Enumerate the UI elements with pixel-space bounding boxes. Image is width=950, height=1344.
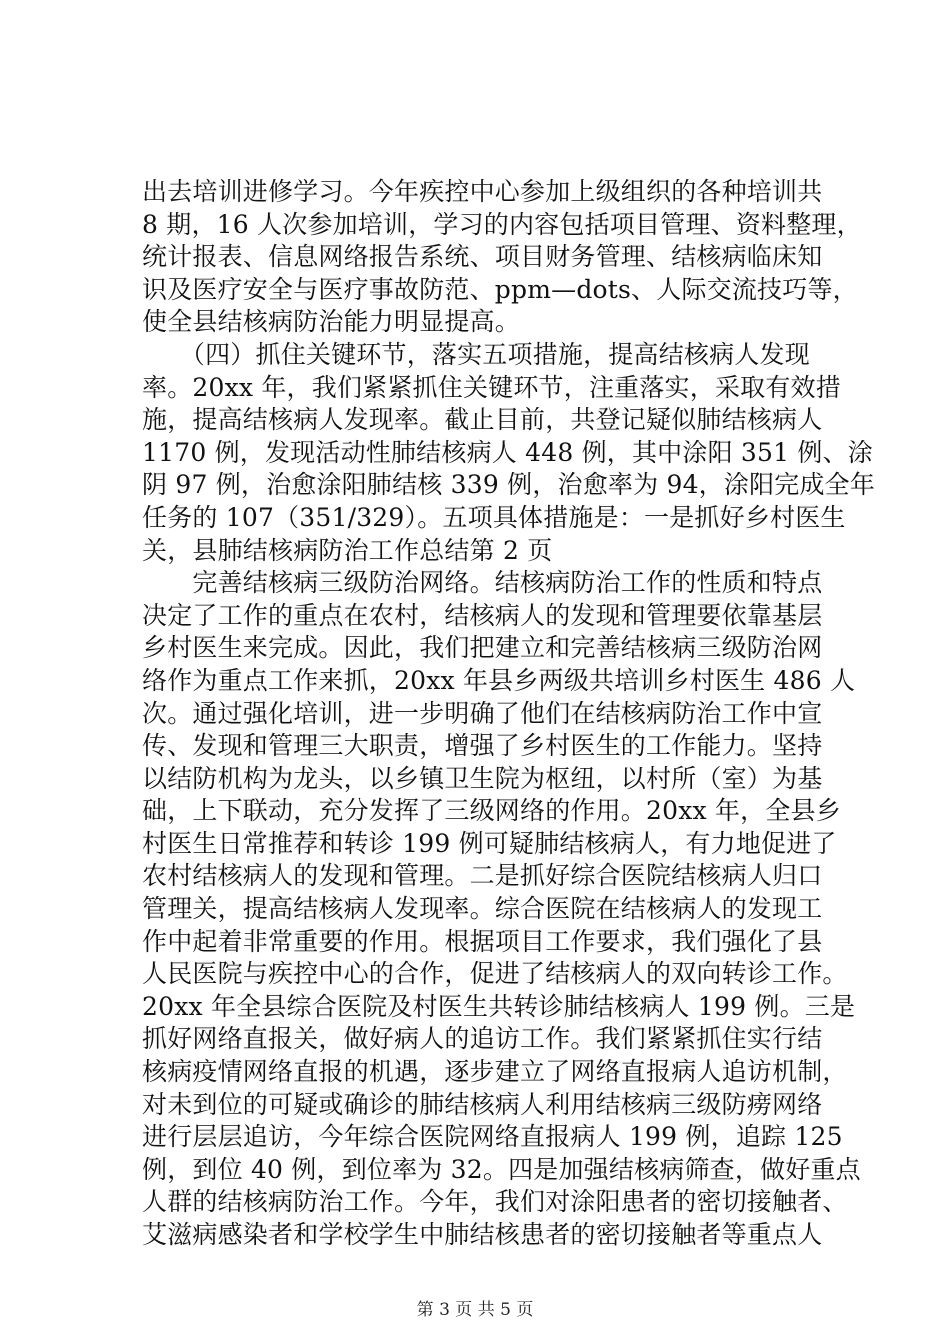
text-line: 础，上下联动，充分发挥了三级网络的作用。20xx 年，全县乡 [142,796,841,826]
text-line: 核病疫情网络直报的机遇，逐步建立了网络直报病人追访机制， [142,1057,848,1087]
text-line: 例，到位 40 例，到位率为 32。四是加强结核病筛查，做好重点 [142,1154,861,1184]
text-line: 对未到位的可疑或确诊的肺结核病人利用结核病三级防痨网络 [142,1089,823,1119]
text-line: 施，提高结核病人发现率。截止目前，共登记疑似肺结核病人 [142,405,823,435]
document-body [142,176,876,1252]
page-footer: 第 3 页 共 5 页 [416,1300,534,1320]
text-line: 人民医院与疾控中心的合作，促进了结核病人的双向转诊工作。 [142,959,848,989]
text-line: 关，县肺结核病防治工作总结第 2 页 [142,535,553,565]
text-line: 任务的 107（351/329）。五项具体措施是：一是抓好乡村医生 [142,502,846,532]
text-line: 作中起着非常重要的作用。根据项目工作要求，我们强化了县 [142,926,823,956]
text-line: 艾滋病感染者和学校学生中肺结核患者的密切接触者等重点人 [142,1220,823,1249]
text-line: 率。20xx 年，我们紧紧抓住关键环节，注重落实，采取有效措 [142,372,841,402]
text-line: 1170 例，发现活动性肺结核病人 448 例，其中涂阳 351 例、涂 [142,437,873,467]
text-line: 次。通过强化培训，进一步明确了他们在结核病防治工作中宣 [142,698,823,728]
text-line: 络作为重点工作来抓，20xx 年县乡两级共培训乡村医生 486 人 [142,665,856,695]
text-line: 决定了工作的重点在农村，结核病人的发现和管理要依靠基层 [142,600,823,630]
text-line: 传、发现和管理三大职责，增强了乡村医生的工作能力。坚持 [142,731,823,761]
text-line: 出去培训进修学习。今年疾控中心参加上级组织的各种培训共 [142,177,823,206]
text-line: 管理关，提高结核病人发现率。综合医院在结核病人的发现工 [142,894,823,924]
text-line: 抓好网络直报关，做好病人的追访工作。我们紧紧抓住实行结 [142,1024,823,1054]
text-line: 人群的结核病防治工作。今年，我们对涂阳患者的密切接触者、 [142,1187,848,1217]
text-line: 阴 97 例，治愈涂阳肺结核 339 例，治愈率为 94，涂阳完成全年 [142,470,876,500]
text-line: 20xx 年全县综合医院及村医生共转诊肺结核病人 199 例。三是 [142,991,856,1021]
text-line: 识及医疗安全与医疗事故防范、ppm—dots、人际交流技巧等， [142,274,858,304]
text-line: 村医生日常推荐和转诊 199 例可疑肺结核病人，有力地促进了 [142,828,837,858]
text-line: （四）抓住关键环节，落实五项措施，提高结核病人发现 [142,339,810,369]
text-line: 统计报表、信息网络报告系统、项目财务管理、结核病临床知 [142,242,823,272]
text-line: 以结防机构为龙头，以乡镇卫生院为枢纽，以村所（室）为基 [142,763,823,793]
text-line: 农村结核病人的发现和管理。二是抓好综合医院结核病人归口 [142,861,823,891]
text-line: 进行层层追访，今年综合医院网络直报病人 199 例，追踪 125 [142,1122,843,1152]
text-line: 完善结核病三级防治网络。结核病防治工作的性质和特点 [142,568,823,598]
text-line: 乡村医生来完成。因此，我们把建立和完善结核病三级防治网 [142,633,823,663]
text-line: 8 期，16 人次参加培训，学习的内容包括项目管理、资料整理， [142,209,862,239]
text-line: 使全县结核病防治能力明显提高。 [142,307,521,337]
